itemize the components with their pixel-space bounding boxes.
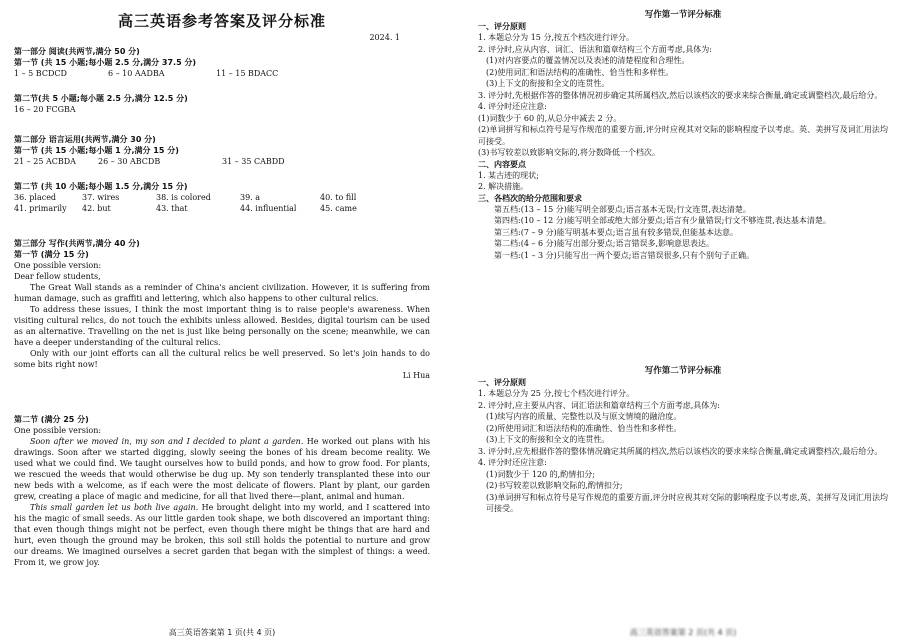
answer-item: 39. a: [240, 193, 261, 202]
part-2-section-1-answers: [14, 156, 430, 167]
rule-item: (3)单词拼写和标点符号是写作规范的重要方面,评分时应视其对交际的影响程度予以考虑,英、美拼写及词汇用法均可接受。: [486, 492, 888, 513]
story-paragraph: [14, 502, 430, 568]
answer-item: 42. but: [82, 204, 111, 213]
answer-item: 44. influential: [240, 204, 297, 213]
rule-item: (1)对内容要点的覆盖情况以及表述的清楚程度和合理性。: [486, 56, 690, 65]
writing-1-criteria: [478, 10, 888, 261]
answer-item: 41. primarily: [14, 204, 67, 213]
part-2-section-1-heading: 第一节 (共 15 小题;每小题 1 分,满分 15 分): [14, 146, 179, 155]
content-point: 2. 解决措施。: [478, 182, 529, 191]
rule-item: 2. 评分时,应从内容、词汇、语法和篇章结构三个方面考虑,具体为:: [478, 44, 712, 54]
answer-key-page: [14, 0, 430, 643]
rule-item: (1)续写内容的质量、完整性以及与原文情境的融洽度。: [486, 412, 682, 421]
answer-item: 36. placed: [14, 193, 57, 202]
paragraph-opening-sentence: This small garden let us both live again.: [30, 503, 199, 512]
version-label: One possible version:: [14, 261, 102, 270]
answer-group: 6 – 10 AADBA: [108, 69, 165, 78]
rule-item: 4. 评分时还应注意:: [478, 458, 547, 467]
rule-item: (2)所使用词汇和语法结构的准确性、恰当性和多样性。: [486, 423, 682, 433]
writing-2-title: 写作第二节评分标准: [644, 366, 722, 376]
rule-item: (1)词数少于 120 的,酌情扣分;: [486, 469, 595, 479]
answer-item: 38. is colored: [156, 193, 211, 202]
content-point: 1. 某古迹的现状;: [478, 170, 539, 180]
level-item: 第二档:(4 – 6 分)能写出部分要点;语言错误多,影响意思表达。: [494, 239, 714, 248]
rule-item: (3)书写较差以致影响交际的,将分数降低一个档次。: [478, 148, 660, 157]
part-2-section-2-heading: 第二节 (共 10 小题;每小题 1.5 分,满分 15 分): [14, 182, 188, 191]
part-2-heading: 第二部分 语言运用(共两节,满分 30 分): [14, 135, 156, 144]
version-label: One possible version:: [14, 426, 102, 435]
rule-item: 3. 评分时,先根据作答的整体情况初步确定其所属档次,然后以该档次的要求来综合衡量,确定或调整档次,最后给分。: [478, 90, 883, 100]
page-footer: 高三英语答案第 2 页(共 4 页): [629, 628, 737, 637]
letter-signature: Li Hua: [402, 371, 430, 380]
rule-item: 3. 评分时,应先根据作答的整体情况确定其所属的档次,然后以该档次的要求来综合衡量,确定或调整档次,最后给分。: [478, 446, 883, 456]
part-1-heading: 第一部分 阅读(共两节,满分 50 分): [14, 47, 140, 56]
paragraph-opening-sentence: Soon after we moved in, my son and I decided to plant a garden.: [30, 437, 304, 446]
answer-group: 11 – 15 BDACC: [216, 69, 279, 78]
essay-paragraph: The Great Wall stands as a reminder of China's ancient civilization. However, it is suffering from human damage, such as graffiti and lettering, which also happens to other cultural relics.: [14, 283, 430, 303]
part-1-section-1-answers: [14, 68, 430, 79]
rule-item: (3)上下文的衔接和全文的连贯性。: [486, 435, 610, 444]
scoring-criteria-page: [478, 0, 888, 643]
paragraph-body: He brought delight into my world, and I scattered into his the magic of small seeds. As our little garden took shape, we both discovered an important thing: that even though things might not be perfect, even though there might be things that are hard and hurt, even though the ground may be broken, this soil still holds the potential to nurture and grow our dreams. We imagined ourselves a secret garden that began with the simplest of things: a weed. From it, we grow joy.: [14, 503, 430, 567]
rule-item: 4. 评分时还应注意:: [478, 102, 547, 111]
rule-item: (2)单词拼写和标点符号是写作规范的重要方面,评分时应视其对交际的影响程度予以考虑。英、美拼写及词汇用法均可接受。: [478, 125, 888, 146]
answer-group: 1 – 5 BCDCD: [14, 69, 67, 78]
answer-item: 45. came: [320, 204, 357, 213]
rule-item: 2. 评分时,应主要从内容、词汇语法和篇章结构三个方面考虑,具体为:: [478, 400, 720, 410]
answer-group: 16 – 20 FCGBA: [14, 105, 76, 114]
answer-item: 40. to fill: [320, 193, 357, 202]
essay-paragraph: Only with our joint efforts can all the cultural relics be well preserved. So let's join hands to do some bits right now!: [14, 349, 430, 369]
letter-greeting: Dear fellow students,: [14, 272, 101, 281]
level-item: 第五档:(13 – 15 分)能写明全部要点;语言基本无误;行文连贯,表达清楚。: [494, 204, 751, 214]
answer-group: 26 – 30 ABCDB: [98, 157, 161, 166]
page-title: 高三英语参考答案及评分标准: [117, 12, 326, 30]
content-points-heading: 二、内容要点: [478, 159, 526, 169]
answer-group: 31 – 35 CABDD: [222, 157, 285, 166]
part-3-writing: [14, 238, 430, 381]
answer-group: 21 – 25 ACBDA: [14, 157, 76, 166]
exam-date: 2024. 1: [369, 33, 400, 42]
part-3-section-2-heading: 第二节 (满分 25 分): [14, 415, 89, 424]
rule-item: (1)词数少于 60 的,从总分中减去 2 分。: [478, 113, 622, 123]
principles-heading: 一、评分原则: [478, 22, 526, 31]
level-item: 第一档:(1 – 3 分)只能写出一两个要点;语言错误很多,只有个别句子正确。: [494, 250, 754, 260]
rule-item: 1. 本题总分为 25 分,按七个档次进行评分。: [478, 389, 634, 398]
rule-item: 1. 本题总分为 15 分,按五个档次进行评分。: [478, 33, 634, 42]
page-footer: 高三英语答案第 1 页(共 4 页): [168, 628, 276, 637]
writing-1-title: 写作第一节评分标准: [644, 10, 722, 20]
rule-item: (2)书写较差以致影响交际的,酌情扣分;: [486, 481, 623, 490]
part-1-section-1-heading: 第一节 (共 15 小题;每小题 2.5 分,满分 37.5 分): [14, 58, 197, 67]
part-1-section-2-heading: 第二节(共 5 小题;每小题 2.5 分,满分 12.5 分): [14, 94, 188, 103]
levels-heading: 三、各档次的给分范围和要求: [478, 193, 582, 203]
part-2-section-2-answers: [14, 192, 430, 214]
principles-heading: 一、评分原则: [478, 378, 526, 387]
part-1-reading: [14, 46, 430, 115]
paragraph-body: He worked out plans with his drawings. Soon after we started digging, slowly seeing the bones of his dream become reality. We used what we could find. We taught ourselves how to build ponds, and how to grow food. For plants, we rescued the weeds that would otherwise be dug up. My son tenderly transplanted these into our new beds with a welcome, as if each were the most delicate of flowers. Plant by plant, our garden grew, creating a place of magic and medicine, for all that lived there—plant, animal and human.: [14, 437, 431, 501]
answer-item: 43. that: [156, 204, 188, 213]
rule-item: (2)使用词汇和语法结构的准确性、恰当性和多样性。: [486, 67, 674, 77]
level-item: 第四档:(10 – 12 分)能写明全部或绝大部分要点;语言有少量错误;行文不够连贯,表达基本清楚。: [494, 216, 831, 225]
part-3-heading: 第三部分 写作(共两节,满分 40 分): [14, 239, 140, 248]
story-paragraph: [14, 436, 430, 502]
writing-2-criteria: [478, 366, 888, 515]
level-item: 第三档:(7 – 9 分)能写明基本要点;语言虽有较多错误,但能基本达意。: [494, 227, 738, 237]
essay-paragraph: To address these issues, I think the most important thing is to raise people's awareness. When visiting cultural relics, do not touch the exhibits unless allowed. Besides, digital tourism can be used as an alternative. Travelling on the net is just like being personally on the scene; meanwhile, we can have a deeper understanding of the cultural relics.: [14, 305, 430, 347]
answer-item: 37. wires: [82, 193, 120, 202]
part-2-language-use: [14, 134, 430, 214]
part-3-section-1-heading: 第一节 (满分 15 分): [14, 250, 89, 259]
rule-item: (3)上下文的衔接和全文的连贯性。: [486, 79, 610, 88]
part-3-section-2: [14, 414, 430, 568]
